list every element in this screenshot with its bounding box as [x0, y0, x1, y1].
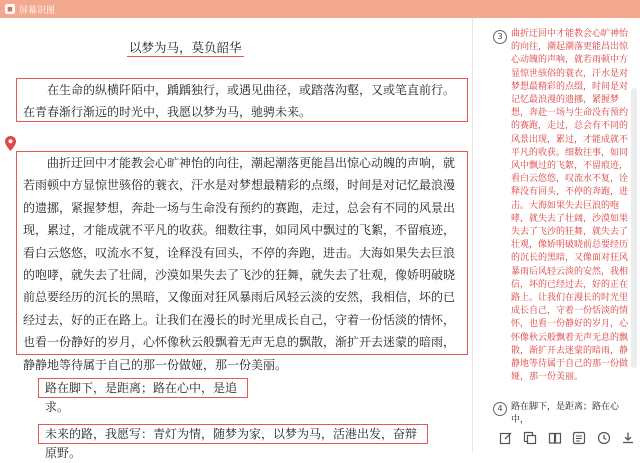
clock-icon[interactable]	[595, 429, 613, 447]
text-block-4[interactable]: 未来的路，我愿写：青灯为情，随梦为家，以梦为马，活港出发，奋辩原野。	[38, 424, 428, 444]
note-number: 4	[493, 402, 507, 416]
location-pin-icon[interactable]	[5, 136, 16, 151]
title-bar	[0, 0, 640, 18]
note-number: 3	[493, 30, 507, 44]
note-text: 曲折迂回中才能教会心旷神怡的向往，潮起潮落更能昌出惊心动魄的声响，就若雨顿中方显惊世骇俗的蓑衣，汗水是对梦想最精彩的点缀，时间是对记忆最浪漫的遗挪，紧握梦想，奔赴一场与生命没有预约的赛跑，走过，总会有不同的风景出现，累过，才能成就不平凡的收获。细数往事，如同风中飘过的飞絮，不留痕迹，看白云悠悠，叹流水不复，诠释没有回头，不停的奔跑，进击。大海如果失去巨浪的咆哮，就失去了壮阔，沙漠如果失去了飞沙的狂舞，就失去了壮观，像娇明破晓前总要经历的沉长的黑暗，又像面对狂风暴雨后风轻云淡的安然，我相信，坏的已经过去，好的正在路上。让我们在漫长的时光里成长自己，守着一份恬淡的情怀，也看一份静好的岁月，心怀像秋云般飘着无声无息的飘散，渐扩开去迷蒙的暗雨，静静地等待属于自己的那一份做娅，那一份美丽。	[511, 29, 629, 383]
ocr-result-panel	[473, 18, 640, 453]
note-text: 路在脚下，是距离；路在心中，	[511, 402, 620, 426]
book-icon[interactable]	[546, 429, 564, 447]
text-block-1[interactable]: 在生命的纵横阡陌中，踽踽独行，或遇见曲径，或踏落沟壑，又或笔直前行。在青春渐行渐远的时光中，我愿以梦为马，驰骋未来。	[16, 78, 468, 122]
window-title: 屏幕识图	[19, 5, 56, 16]
edit-icon[interactable]	[497, 429, 515, 447]
text-block-3[interactable]: 路在脚下，是距离；路在心中，是追求。	[38, 378, 248, 398]
download-icon[interactable]	[619, 429, 637, 447]
copy-icon[interactable]	[521, 429, 539, 447]
document-title: 以梦为马，莫负韶华	[129, 40, 242, 55]
app-icon: ◼	[5, 4, 15, 14]
history-icon[interactable]	[570, 429, 588, 447]
text-block-2[interactable]: 曲折迂回中才能教会心旷神怡的向往，潮起潮落更能昌出惊心动魄的声响，就若雨顿中方显惊世骇俗的蓑衣，汗水是对梦想最精彩的点缀，时间是对记忆最浪漫的遗挪，紧握梦想，奔赴一场与生命没有预约的赛跑，走过，总会有不同的风景出现，累过，才能成就不平凡的收获。细数往事，如同风中飘过的飞絮，不留痕迹，看白云悠悠，叹流水不复，诠释没有回头，不停的奔跑，进击。大海如果失去巨浪的咆哮，就失去了壮阔，沙漠如果失去了飞沙的狂舞，就失去了壮观，像娇明破晓前总要经历的沉长的黑暗，又像面对狂风暴雨后风轻云淡的安然，我相信，坏的已经过去，好的正在路上。让我们在漫长的时光里成长自己，守着一份恬淡的情怀，也看一份静好的岁月，心怀像秋云般飘着无声无息的飘散，渐扩开去迷蒙的暗雨，静静地等待属于自己的那一份做娅，那一份美丽。	[16, 151, 468, 355]
document-area	[0, 18, 472, 460]
scrollbar[interactable]	[631, 88, 637, 368]
sidebar-toolbar	[497, 428, 637, 448]
